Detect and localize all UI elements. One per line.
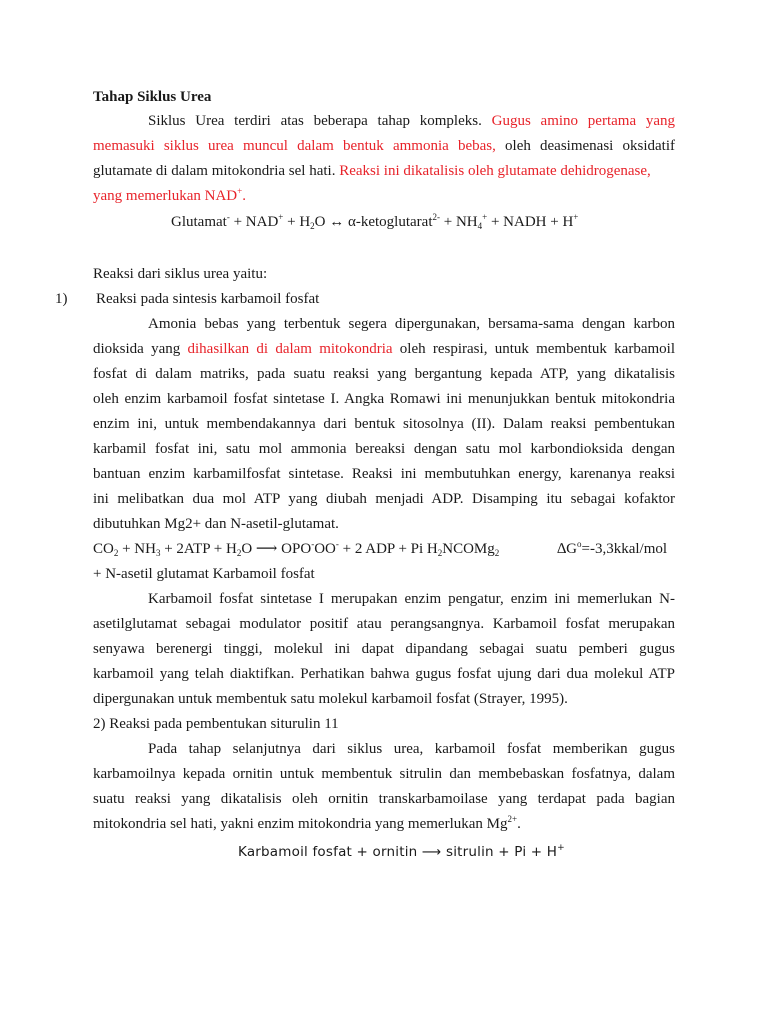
superscript: + [237, 186, 243, 196]
text-span: glutamate di dalam mitokondria sel hati. [93, 163, 336, 179]
paragraph-line: enzim ini, untuk membendakannya dari bentuk sitosolnya (II). Dalam reaksi pembentukan [93, 416, 675, 432]
highlight-text: dihasilkan di dalam mitokondria [187, 341, 393, 357]
paragraph-line [93, 814, 675, 834]
subscript: 2 [494, 548, 500, 558]
equation-glutamate [171, 212, 753, 232]
superscript: + [557, 843, 565, 853]
paragraph-line: Pada tahap selanjutnya dari siklus urea, karbamoil fosfat memberikan gugus [148, 741, 675, 757]
superscript: + [573, 212, 579, 222]
eq-part: CO [93, 541, 114, 557]
equation-citrulline [238, 842, 565, 862]
subscript: 2 [236, 548, 242, 558]
eq-part: + NH [118, 541, 156, 557]
text-span: yang memerlukan NAD [93, 188, 238, 204]
superscript: + [278, 212, 284, 222]
delta-g-value [557, 539, 667, 559]
paragraph-line: dipergunakan untuk membentuk satu molekul karbamoil fosfat (Strayer, 1995). [93, 691, 568, 707]
eq-part: + NAD [229, 214, 279, 230]
paragraph-line: bantuan enzim karbamilfosfat sintetase. Reaksi ini membutuhkan energy, karenanya reaksi [93, 466, 675, 482]
intro-line-4 [93, 186, 675, 206]
intro-line-3 [93, 161, 675, 181]
subscript: 2 [113, 548, 119, 558]
paragraph-line [93, 339, 675, 359]
eq-part: + 2 ADP + Pi H [338, 541, 438, 557]
superscript: - [311, 539, 315, 549]
superscript: - [226, 212, 230, 222]
eq-part: =-3,3kkal/mol [581, 541, 668, 557]
highlight-text: Gugus amino pertama yang [491, 113, 676, 129]
superscript: o [577, 539, 582, 549]
text-span: . [242, 188, 246, 204]
paragraph-line: karbamoilnya kepada ornitin untuk membentuk sitrulin dan membebaskan fosfatnya, dalam [93, 766, 675, 782]
paragraph-line: karbamoil yang telah diaktifkan. Perhatikan bahwa gugus fosfat ujung dari dua molekul ATP [93, 666, 675, 682]
text-span: Siklus Urea terdiri atas beberapa tahap kompleks. [148, 113, 482, 129]
eq-part: O ↔ α-ketoglutarat [314, 214, 433, 230]
eq-part: + NH [440, 214, 478, 230]
text-span: oleh respirasi, untuk membentuk karbamoil [399, 341, 675, 357]
subscript: 3 [155, 548, 161, 558]
eq-part: NCOMg [442, 541, 495, 557]
text-span: oleh deasimenasi oksidatif [505, 138, 675, 154]
page-title: Tahap Siklus Urea [93, 89, 212, 105]
paragraph-line: karbamil fosfat ini, satu mol ammonia bereaksi dengan satu mol karbondioksida dengan [93, 441, 675, 457]
paragraph-line: oleh enzim karbamoil fosfat sintetase I. Angka Romawi ini menunjukkan bentuk mitokondria [93, 391, 675, 407]
highlight-text: Reaksi ini dikatalisis oleh glutamate dehidrogenase, [339, 163, 651, 179]
text-span: mitokondria sel hati, yakni enzim mitokondria yang memerlukan Mg [93, 816, 508, 832]
section-2-heading: 2) Reaksi pada pembentukan siturulin 11 [93, 716, 339, 732]
paragraph-line: asetilglutamat sebagai modulator positif atau perangsangnya. Karbamoil fosfat merupakan [93, 616, 675, 632]
section-1-heading: Reaksi pada sintesis karbamoil fosfat [96, 291, 320, 307]
text-span: . [517, 816, 521, 832]
text-span: dioksida yang [93, 341, 181, 357]
eq-part: Glutamat [171, 214, 227, 230]
equation-carbamoyl-line-2: + N-asetil glutamat Karbamoil fosfat [93, 566, 315, 582]
subscript: 2 [437, 548, 443, 558]
eq-part: O ⟶ OPO [241, 541, 312, 557]
section-1-number: 1) [55, 291, 68, 307]
intro-line-2 [93, 136, 675, 156]
paragraph-line: Amonia bebas yang terbentuk segera dipergunakan, bersama-sama dengan karbon [148, 316, 675, 332]
eq-part: OO [314, 541, 336, 557]
subscript: 4 [477, 221, 483, 231]
eq-part: ∆G [557, 541, 578, 557]
intro-line-1 [93, 111, 675, 131]
eq-part: + 2ATP + H [160, 541, 237, 557]
paragraph-line: suatu reaksi yang dikatalisis oleh ornitin transkarbamoilase yang terdapat pada bagian [93, 791, 675, 807]
reaction-intro: Reaksi dari siklus urea yaitu: [93, 266, 268, 282]
paragraph-line: Karbamoil fosfat sintetase I merupakan enzim pengatur, enzim ini memerlukan N- [148, 591, 675, 607]
paragraph-line: senyawa berenergi tinggi, molekul ini dapat dipandang sebagai suatu pemberi gugus [93, 641, 675, 657]
superscript: 2+ [507, 814, 518, 824]
highlight-text: memasuki siklus urea muncul dalam bentuk ammonia bebas, [93, 138, 496, 154]
eq-part: Karbamoil fosfat + ornitin ⟶ sitrulin + Pi + H [238, 844, 558, 860]
paragraph-line: ini melibatkan dua mol ATP yang diubah menjadi ADP. Disamping itu sebagai kofaktor [93, 491, 675, 507]
superscript: + [482, 212, 488, 222]
subscript: 2 [310, 221, 315, 231]
superscript: 2- [432, 212, 440, 222]
paragraph-line: dibutuhkan Mg2+ dan N-asetil-glutamat. [93, 516, 339, 532]
paragraph-line: fosfat di dalam matriks, pada suatu reaksi yang bergantung kepada ATP, yang dikatalisis [93, 366, 675, 382]
eq-part: + NADH + H [487, 214, 574, 230]
superscript: - [335, 539, 339, 549]
eq-part: + H [283, 214, 311, 230]
